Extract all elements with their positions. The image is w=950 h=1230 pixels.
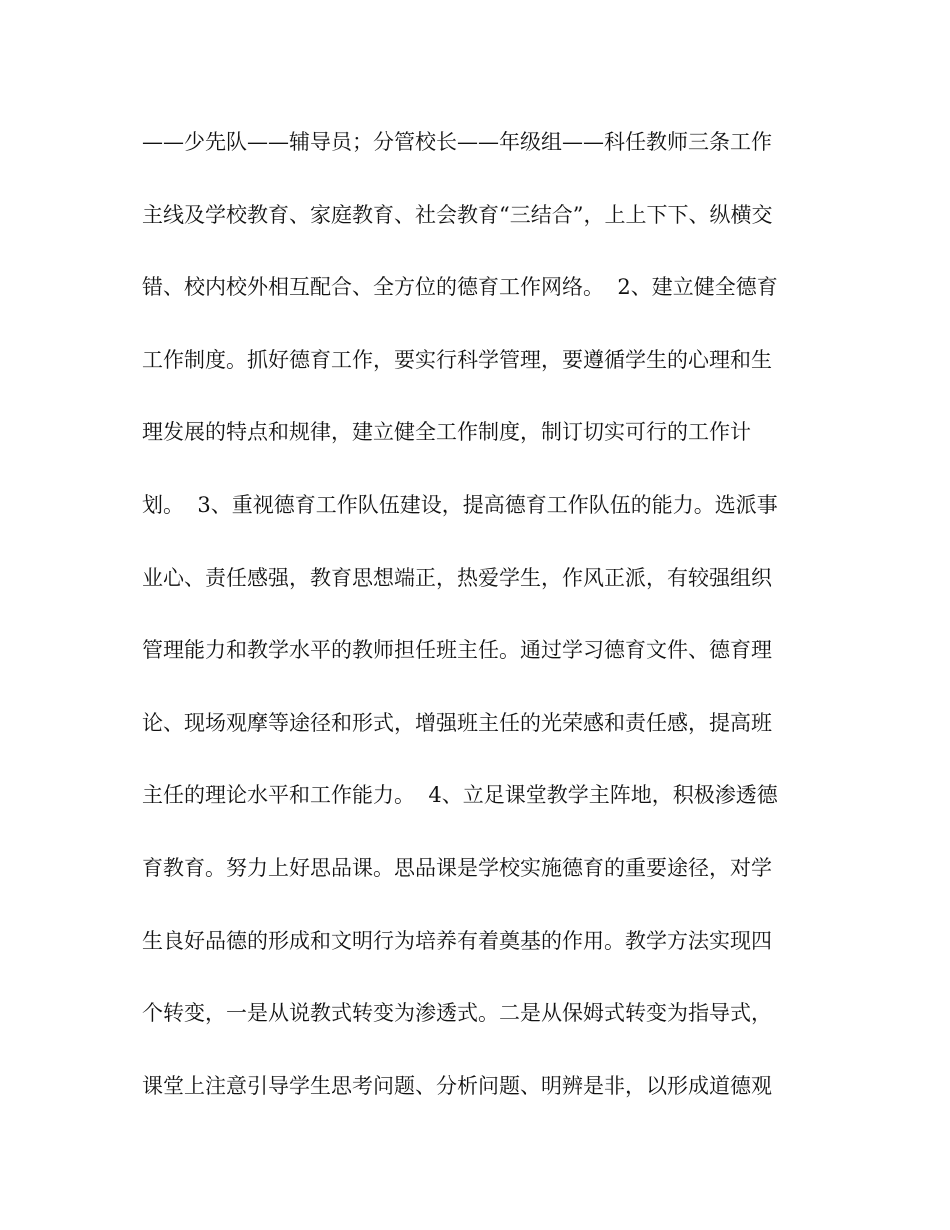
text-line: 个转变，一是从说教式转变为渗透式。二是从保姆式转变为指导式， <box>142 1001 772 1026</box>
text-line: 管理能力和教学水平的教师担任班主任。通过学习德育文件、德育理 <box>142 638 772 663</box>
text-line: 论、现场观摩等途径和形式，增强班主任的光荣感和责任感，提高班 <box>142 710 772 735</box>
body-text <box>142 118 822 1134</box>
text-line: 课堂上注意引导学生思考问题、分析问题、明辨是非，以形成道德观 <box>142 1073 772 1098</box>
text-line: 业心、责任感强，教育思想端正，热爱学生，作风正派，有较强组织 <box>142 565 772 590</box>
text-line: 工作制度。抓好德育工作，要实行科学管理，要遵循学生的心理和生 <box>142 347 772 372</box>
text-line: 错、校内校外相互配合、全方位的德育工作网络。 2、建立健全德育 <box>142 275 778 300</box>
text-line: ——少先队——辅导员；分管校长——年级组——科任教师三条工作 <box>142 130 772 154</box>
text-line: 划。 3、重视德育工作队伍建设，提高德育工作队伍的能力。选派事 <box>142 492 778 517</box>
text-line: 生良好品德的形成和文明行为培养有着奠基的作用。教学方法实现四 <box>142 928 772 953</box>
text-line: 理发展的特点和规律，建立健全工作制度，制订切实可行的工作计 <box>142 420 751 445</box>
text-line: 主任的理论水平和工作能力。 4、立足课堂教学主阵地，积极渗透德 <box>142 783 778 808</box>
text-line: 主线及学校教育、家庭教育、社会教育“三结合”，上上下下、纵横交 <box>142 202 773 227</box>
text-line: 育教育。努力上好思品课。思品课是学校实施德育的重要途径，对学 <box>142 855 772 880</box>
